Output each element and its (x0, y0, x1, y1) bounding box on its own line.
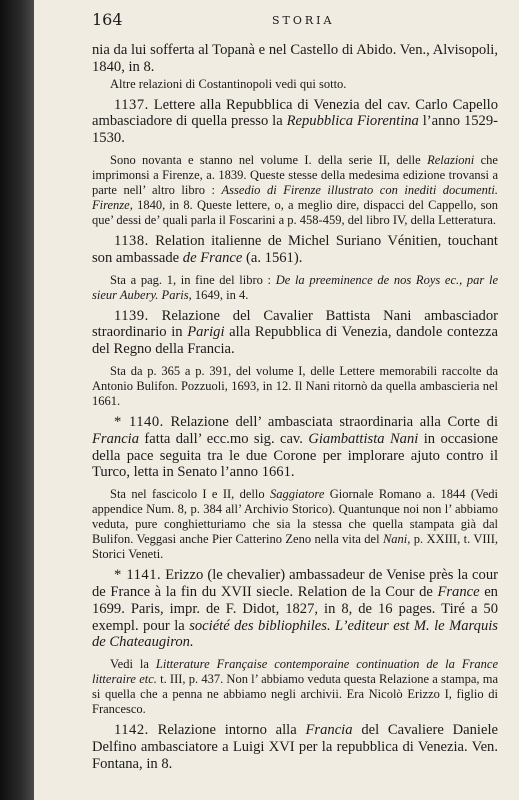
entry-number: 1139. (114, 307, 149, 324)
entry-number: 1142. (114, 722, 149, 739)
entry-number: 1137. (114, 96, 149, 113)
entry-1139: 1139. Relazione del Cavalier Battista Nani ambasciador straordinario in Parigi alla Repubblica di Venezia, dandole contezza del Regno della Francia. (92, 307, 498, 358)
entry-1138-note: Sta a pag. 1, in fine del libro : De la preeminence de nos Roys ec., par le sieur Aubery. Paris, 1649, in 4. (92, 272, 498, 302)
entry-number: * 1140. (114, 413, 164, 430)
entry-1140-note: Sta nel fascicolo I e II, dello Saggiatore Giornale Romano a. 1844 (Vedi appendice Num. 8, p. 384 all’ Archivio Storico). Quantunque noi non l’ abbiamo veduta, pure conghietturiamo che sia la stessa che quella stampata già dal Bulifon. Veggasi anche Pier Catterino Zeno nella vita del Nani, p. XXIII, t. VIII, Storici Veneti. (92, 487, 498, 562)
entry-1139-note: Sta da p. 365 a p. 391, del volume I, delle Lettere memorabili raccolte da Antonio Bulifon. Pozzuoli, 1693, in 12. Il Nani ritornò da quella ambascieria nel 1661. (92, 363, 498, 408)
running-head: STORIA (272, 14, 335, 27)
page-header (92, 10, 508, 36)
entry-1141: * 1141. Erizzo (le chevalier) ambassadeur de Venise près la cour de France à la fin du XVII siecle. Relation de la Cour de France en 1699. Paris, impr. de F. Didot, 1827, in 8, de 16 pages. Tiré a 50 exempl. pour la société des bibliophiles. L’editeur est M. le Marquis de Chateaugiron. (92, 567, 498, 651)
entry-1142: 1142. Relazione intorno alla Francia del Cavaliere Daniele Delfino ambasciatore a Luigi XVI per la repubblica di Venezia. Ven. Fontana, in 8. (92, 722, 498, 772)
entry-1137: 1137. Lettere alla Repubblica di Venezia del cav. Carlo Capello ambasciadore di quella presso la Repubblica Fiorentina l’anno 1529-1530. (92, 96, 498, 147)
entry-1137-note: Sono novanta e stanno nel volume I. della serie II, delle Relazioni che imprimonsi a Firenze, a. 1839. Queste stesse della medesima edizione trovansi a parte nell’ altro libro : Assedio di Firenze illustrato con inediti documenti. Firenze, 1840, in 8. Queste lettere, o, a meglio dire, dispacci del Cappello, son que’ dessi de’ quali parla il Foscarini a p. 458-459, del libro IV, della Letteratura. (92, 152, 499, 227)
page-body (92, 42, 498, 773)
book-spine-shadow (0, 0, 34, 800)
page-number: 164 (92, 10, 123, 29)
entry-number: 1138. (114, 232, 149, 249)
continuation-text: nia da lui sofferta al Topanà e nel Castello di Abido. Ven., Alvisopoli, 1840, in 8. (92, 42, 498, 75)
entry-1140: * 1140. Relazione dell’ ambasciata straordinaria alla Corte di Francia fatta dall’ ecc.mo sig. cav. Giambattista Nani in occasione della pace seguita tra le due Corone per implorare ajuto contro il Turco, letta in Senato l’anno 1661. (92, 413, 498, 481)
entry-1141-note: Vedi la Litterature Française contemporaine continuation de la France litteraire etc. t. III, p. 437. Non l’ abbiamo veduta questa Relazione a stampa, ma si quella che a penna ne abbiamo negli archivii. Era Nicolò Erizzo I, figlio di Francesco. (92, 657, 498, 717)
entry-1138: 1138. Relation italienne de Michel Suriano Vénitien, touchant son ambassade de France (a. 1561). (92, 232, 498, 266)
entry-number: * 1141. (114, 567, 162, 584)
continuation-note: Altre relazioni di Costantinopoli vedi qui sotto. (110, 76, 347, 91)
